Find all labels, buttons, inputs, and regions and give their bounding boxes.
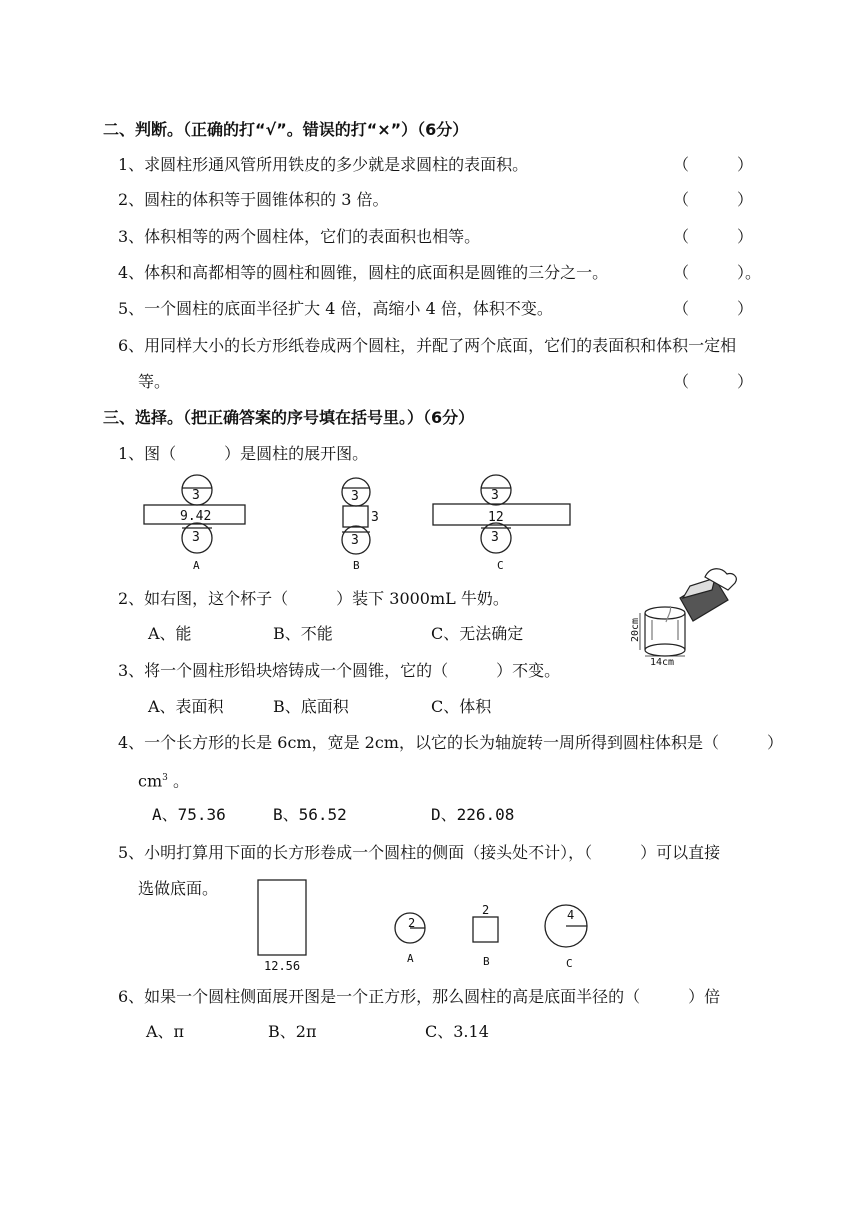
q5-fig-b-square xyxy=(473,917,498,942)
q3-option-a: A、表面积 xyxy=(148,697,224,716)
q6-option-c: C、3.14 xyxy=(425,1022,489,1041)
fig-c-bottom-label: 3 xyxy=(491,530,499,545)
fig-b-top-label: 3 xyxy=(351,489,359,504)
q5-fig-a-num: 2 xyxy=(408,916,416,930)
q4-option-a: A、75.36 xyxy=(152,805,226,824)
q4-unit xyxy=(138,768,189,791)
fig-b-rect xyxy=(343,506,368,527)
answer-bracket-2[interactable]: （ ） xyxy=(673,190,754,209)
judge-item-1: 1、求圆柱形通风管所用铁皮的多少就是求圆柱的表面积。 xyxy=(118,155,529,174)
fig-a-top-label: 3 xyxy=(192,488,200,503)
q2-option-c: C、无法确定 xyxy=(431,624,524,643)
fig-b-top-circle xyxy=(342,478,370,506)
fig-a-bottom-label: 3 xyxy=(192,530,200,545)
fig-a-rect-label: 9.42 xyxy=(180,509,212,524)
choice-q3: 3、将一个圆柱形铅块熔铸成一个圆锥，它的（ ）不变。 xyxy=(118,661,561,680)
q4-option-d: D、226.08 xyxy=(431,805,515,824)
fig-a-top-circle xyxy=(182,475,212,505)
answer-bracket-3[interactable]: （ ） xyxy=(673,227,754,246)
q5-fig-c-num: 4 xyxy=(567,908,575,922)
fig-c-bottom-circle xyxy=(481,523,511,553)
choice-q4: 4、一个长方形的长是 6cm，宽是 2cm，以它的长为轴旋转一周所得到圆柱体积是（ ） xyxy=(118,733,783,752)
q4-unit-tail: 。 xyxy=(172,771,189,791)
choice-q1: 1、图（ ）是圆柱的展开图。 xyxy=(118,444,369,463)
fig-b-bottom-label: 3 xyxy=(351,533,359,548)
cup-illustration xyxy=(640,569,736,656)
q3-option-b: B、底面积 xyxy=(273,697,349,716)
fig-b-side-label: 3 xyxy=(371,510,379,525)
fig-b-option-label: B xyxy=(353,559,360,572)
q5-rect-label: 12.56 xyxy=(264,959,301,973)
q2-option-a: A、能 xyxy=(148,624,192,643)
fig-c-rect-label: 12 xyxy=(488,510,504,525)
choice-q6: 6、如果一个圆柱侧面展开图是一个正方形，那么圆柱的高是底面半径的（ ）倍 xyxy=(118,987,721,1006)
q6-option-a: A、π xyxy=(146,1022,185,1041)
judge-item-3: 3、体积相等的两个圆柱体，它们的表面积也相等。 xyxy=(118,227,481,246)
judge-item-6: 6、用同样大小的长方形纸卷成两个圆柱，并配了两个底面，它们的表面积和体积一定相 xyxy=(118,336,737,355)
answer-bracket-4[interactable]: （ ）。 xyxy=(673,263,762,282)
fig-c-top-circle xyxy=(481,475,511,505)
judge-item-4: 4、体积和高都相等的圆柱和圆锥，圆柱的底面积是圆锥的三分之一。 xyxy=(118,263,609,282)
fig-c-rect xyxy=(433,504,570,525)
q5-fig-b-label: B xyxy=(483,955,490,968)
choice-q2: 2、如右图，这个杯子（ ）装下 3000mL 牛奶。 xyxy=(118,589,509,608)
choice-q5: 5、小明打算用下面的长方形卷成一个圆柱的侧面（接头处不计），（ ）可以直接 xyxy=(118,843,721,862)
q5-rect xyxy=(258,880,306,955)
q2-option-b: B、不能 xyxy=(273,624,333,643)
cup-width-label: 14cm xyxy=(650,657,675,668)
section3-title: 三、选择。（把正确答案的序号填在括号里。）（6分） xyxy=(103,408,475,427)
q5-fig-a-circle xyxy=(395,913,425,943)
fig-a-rect xyxy=(144,505,245,524)
q5-fig-a-label: A xyxy=(407,952,414,965)
answer-bracket-1[interactable]: （ ） xyxy=(673,155,754,174)
judge-item-2: 2、圆柱的体积等于圆锥体积的 3 倍。 xyxy=(118,190,389,209)
q4-option-b: B、56.52 xyxy=(273,805,347,824)
q5-fig-c-label: C xyxy=(566,957,573,970)
answer-bracket-5[interactable]: （ ） xyxy=(673,299,754,318)
fig-b-bottom-circle xyxy=(342,526,370,554)
q6-option-b: B、2π xyxy=(268,1022,317,1041)
judge-item-5: 5、一个圆柱的底面半径扩大 4 倍，高缩小 4 倍，体积不变。 xyxy=(118,299,553,318)
q4-unit-text: cm xyxy=(138,771,163,791)
fig-c-option-label: C xyxy=(497,559,504,572)
q4-unit-sup: 3 xyxy=(162,773,168,783)
q5-fig-b-num: 2 xyxy=(482,903,490,917)
judge-item-6-cont: 等。 xyxy=(138,372,171,391)
fig-c-top-label: 3 xyxy=(491,488,499,503)
answer-bracket-6[interactable]: （ ） xyxy=(673,372,754,391)
fig-a-option-label: A xyxy=(193,559,200,572)
section2-title: 二、判断。（正确的打“√”。错误的打“×”）（6分） xyxy=(103,120,469,139)
q5-fig-c-circle xyxy=(545,905,587,947)
q3-option-c: C、体积 xyxy=(431,697,492,716)
choice-q5-cont: 选做底面。 xyxy=(138,879,219,898)
cup-height-label: 20cm xyxy=(630,617,641,642)
fig-a-bottom-circle xyxy=(182,523,212,553)
